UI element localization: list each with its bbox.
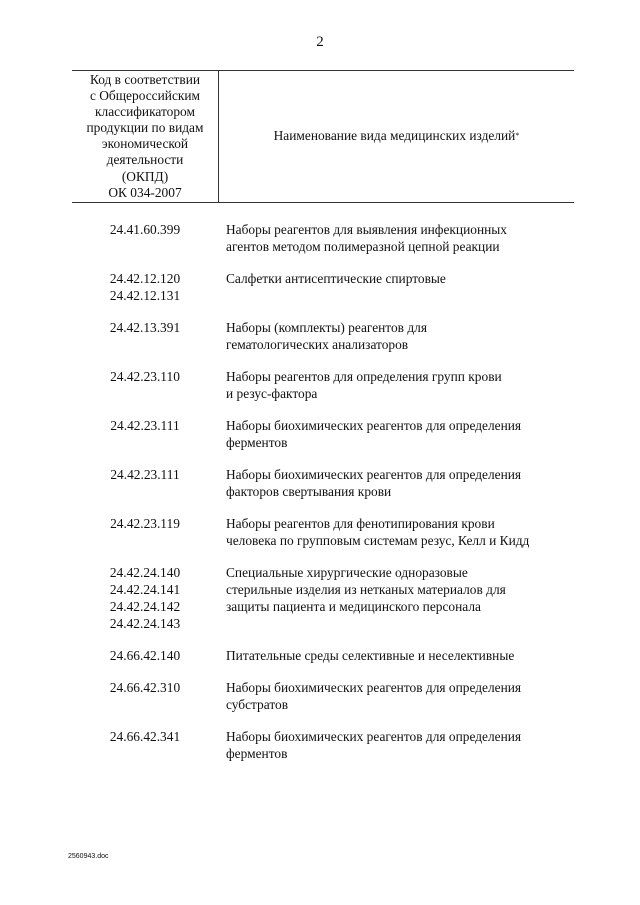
header-name-text: Наименование вида медицинских изделий [273, 128, 516, 144]
okpd-code: 24.42.24.141 [109, 581, 181, 597]
okpd-code: 24.42.23.111 [110, 466, 180, 482]
table-row [72, 466, 574, 500]
header-code-line: Код в соответствии [89, 72, 201, 87]
okpd-code-cell [72, 319, 218, 353]
header-code-line: продукции по видам [86, 120, 204, 136]
okpd-code-cell [72, 417, 218, 451]
okpd-code-cell [72, 368, 218, 402]
okpd-code: 24.42.24.142 [109, 598, 181, 614]
table-row [72, 728, 574, 762]
device-type-name: Салфетки антисептические спиртовые [226, 270, 446, 286]
table-row [72, 417, 574, 451]
table-row [72, 221, 574, 255]
okpd-code-cell [72, 270, 218, 304]
okpd-code: 24.42.24.140 [109, 564, 181, 580]
okpd-code-cell [72, 647, 218, 664]
device-type-name: Наборы реагентов для выявления инфекционных агентов методом полимеразной цепной реакции [226, 221, 507, 254]
header-code-line: классификатором [95, 104, 195, 120]
okpd-code: 24.42.23.119 [110, 515, 180, 531]
header-code-line: (ОКПД) [121, 168, 169, 184]
table-header [72, 70, 574, 203]
table-row [72, 515, 574, 549]
header-code-column [72, 71, 219, 202]
okpd-code-cell [72, 564, 218, 632]
okpd-code-cell [72, 679, 218, 713]
header-code-line: с Общероссийским [89, 88, 201, 104]
device-type-name: Питательные среды селективные и неселективные [226, 647, 515, 663]
header-code-line: экономической [101, 136, 189, 152]
header-name-column: Наименование вида медицинских изделий * [273, 128, 520, 144]
device-type-name: Наборы биохимических реагентов для определения факторов свертывания крови [226, 466, 522, 499]
device-type-name: Наборы (комплекты) реагентов для гематологических анализаторов [226, 319, 428, 352]
okpd-code: 24.66.42.341 [109, 728, 181, 744]
okpd-code: 24.42.23.110 [110, 368, 180, 384]
products-table [72, 70, 574, 777]
okpd-code: 24.41.60.399 [109, 221, 181, 237]
okpd-code: 24.42.13.391 [109, 319, 181, 335]
device-type-name: Наборы реагентов для фенотипирования крови человека по групповым системам резус, Келл и Кидд [226, 515, 530, 548]
device-type-name: Специальные хирургические одноразовые стерильные изделия из нетканых материалов для защиты пациента и медицинского персонала [226, 564, 506, 614]
okpd-code-cell [72, 221, 218, 255]
okpd-code-cell [72, 466, 218, 500]
table-row [72, 319, 574, 353]
header-code-line: деятельности [106, 152, 184, 168]
page-number: 2 [316, 34, 324, 50]
table-row [72, 270, 574, 304]
device-type-name: Наборы биохимических реагентов для определения ферментов [226, 417, 522, 450]
okpd-code: 24.66.42.140 [109, 647, 181, 663]
okpd-code: 24.66.42.310 [109, 679, 181, 695]
okpd-code: 24.42.24.143 [109, 615, 181, 631]
okpd-code-cell [72, 515, 218, 549]
table-row [72, 647, 574, 664]
header-code-line: ОК 034-2007 [108, 184, 182, 200]
okpd-code: 24.42.12.131 [109, 287, 181, 303]
table-row [72, 564, 574, 632]
document-filename: 2560943.doc [68, 853, 109, 860]
table-row [72, 679, 574, 713]
device-type-name: Наборы биохимических реагентов для определения субстратов [226, 679, 522, 712]
device-type-name: Наборы реагентов для определения групп крови и резус-фактора [226, 368, 502, 401]
okpd-code-cell [72, 728, 218, 762]
table-row [72, 368, 574, 402]
okpd-code: 24.42.23.111 [110, 417, 180, 433]
device-type-name: Наборы биохимических реагентов для определения ферментов [226, 728, 522, 761]
table-body [72, 203, 574, 762]
okpd-code: 24.42.12.120 [109, 270, 181, 286]
